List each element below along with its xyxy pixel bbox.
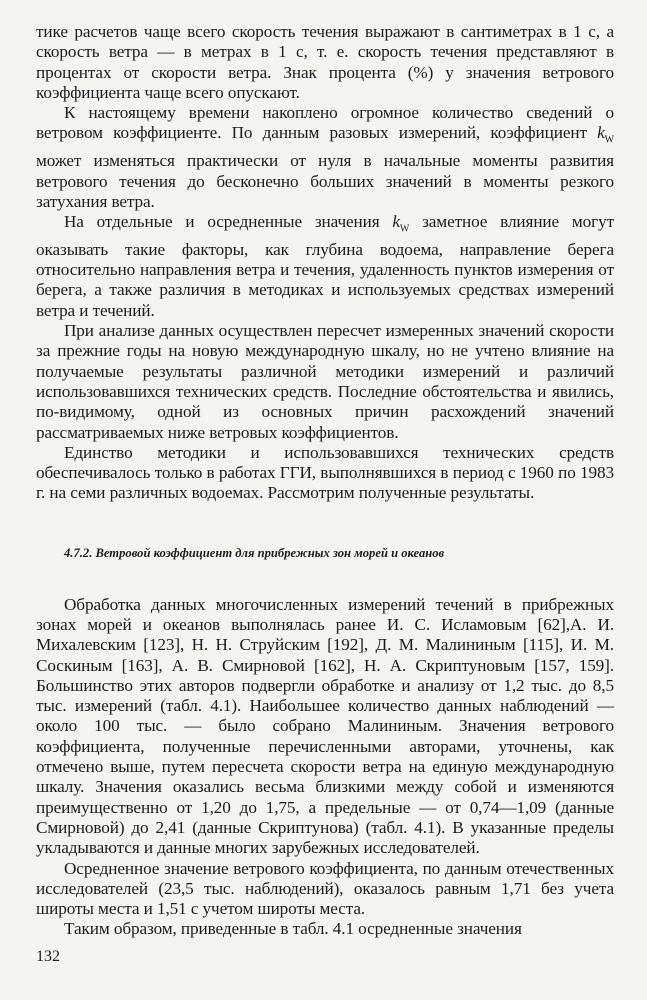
page-number: 132: [36, 948, 60, 965]
paragraph-4: При анализе данных осуществлен пересчет измеренных значений скорости за прежние годы на новую международную шкалу, но не учтено влияние на получаемые результаты различной методики измерений и различий использовавшихся технических средств. Последние обстоятельства и явились, по-видимому, одной из основных причин расхождений значений рассматриваемых ниже ветровых коэффициентов.: [36, 321, 614, 442]
paragraph-7: Осредненное значение ветрового коэффициента, по данным отечественных исследователей (23,5 тыс. наблюдений), оказалось равным 1,71 без учета широты места и 1,51 с учетом широты места.: [36, 858, 614, 919]
wind-coefficient-symbol-2: [392, 212, 410, 235]
symbol-letter-2: k: [392, 212, 400, 232]
symbol-letter: k: [597, 123, 605, 143]
paragraph-3: [36, 212, 614, 321]
paragraph-5: Единство методики и использовавшихся технических средств обеспечивалось только в работах ГГИ, выполнявшихся в период с 1960 по 1983 г. на семи различных водоемах. Рассмотрим полученные результаты.: [36, 442, 614, 503]
paragraph-2-part-1: К настоящему времени накоплено огромное количество сведений о ветровом коэффициенте. По данным разовых измерений, коэффициент: [36, 103, 614, 143]
symbol-subscript-2: W: [399, 223, 410, 235]
paragraph-2-part-2: может изменяться практически от нуля в начальные моменты развития ветрового течения до бесконечно больших значений в моменты резкого затухания ветра.: [36, 151, 614, 211]
paragraph-3-part-1: На отдельные и осредненные значения: [64, 212, 393, 232]
paragraph-2: [36, 103, 614, 212]
section-heading: 4.7.2. Ветровой коэффициент для прибрежных зон морей и океанов: [64, 545, 445, 560]
symbol-subscript: W: [604, 134, 614, 146]
paragraph-6: Обработка данных многочисленных измерений течений в прибрежных зонах морей и океанов выполнялась ранее И. С. Исламовым [62],А. И. Михалевским [123], Н. Н. Струйским [192], Д. М. Малининым [115], И. М. Соскиным [163], А. В. Смирновой [162], Н. А. Скриптуновым [157, 159]. Большинство этих авторов подвергли обработке и анализу от 1,2 тыс. до 8,5 тыс. измерений (табл. 4.1). Наибольшее количество данных наблюдений — около 100 тыс. — было собрано Малининым. Значения ветрового коэффициента, полученные перечисленными авторами, уточнены, как отмечено выше, путем пересчета скорости ветра на единую международную шкалу. Значения оказались весьма близкими между собой и изменяются преимущественно от 1,20 до 1,75, а предельные — от 0,74—1,09 (данные Смирновой) до 2,41 (данные Скриптунова) (табл. 4.1). В указанные пределы укладываются и данные многих зарубежных исследователей.: [36, 594, 614, 858]
paragraph-8: Таким образом, приведенные в табл. 4.1 осредненные значения: [64, 919, 522, 939]
paragraph-1: тике расчетов чаще всего скорость течения выражают в сантиметрах в 1 с, а скорость ветра — в метрах в 1 с, т. е. скорость течения представляют в процентах от скорости ветра. Знак процента (%) у значения ветрового коэффициента чаще всего опускают.: [36, 22, 614, 102]
wind-coefficient-symbol: [597, 123, 614, 146]
paragraph-3-part-2: заметное влияние могут оказывать такие факторы, как глубина водоема, направление берега относительно направления ветра и течения, удаленность пунктов измерения от берега, а также различия в методиках и используемых средствах измерений ветра и течений.: [36, 212, 615, 320]
page-body: [36, 22, 614, 940]
